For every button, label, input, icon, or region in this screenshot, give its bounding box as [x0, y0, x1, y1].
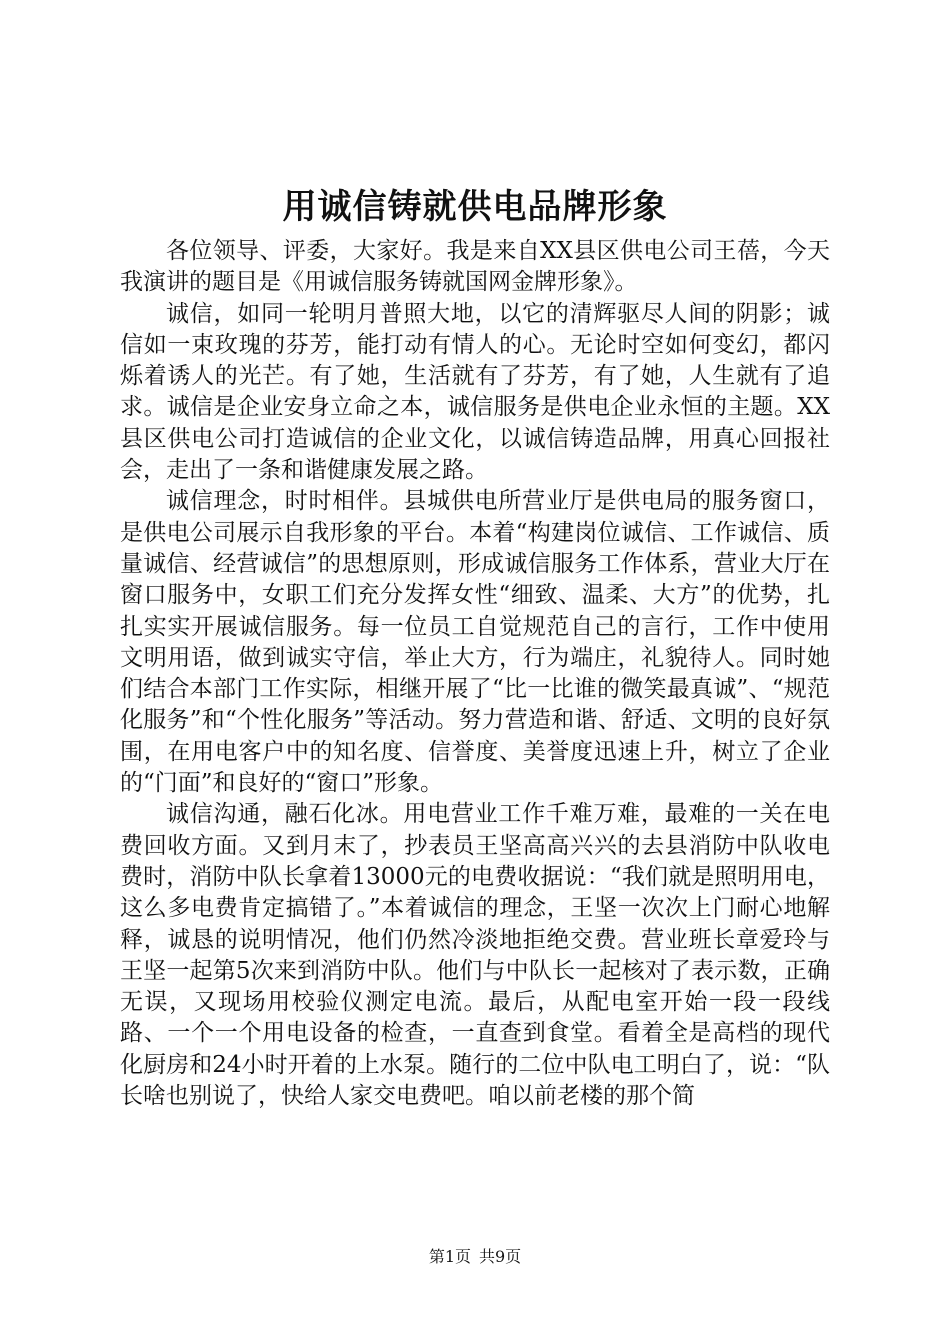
page-footer [0, 1246, 950, 1268]
document-title: 用诚信铸就供电品牌形象 [282, 187, 668, 227]
page-total: 共9页 [479, 1247, 522, 1266]
paragraph-integrity-communication: 诚信沟通，融石化冰。用电营业工作千难万难，最难的一关在电费回收方面。又到月末了，抄表员王坚高高兴兴的去县消防中队收电费时，消防中队长拿着13000元的电费收据说：“我们就是照明用电，这么多电费肯定搞错了。”本着诚信的理念，王坚一次次上门耐心地解释，诚恳的说明情况，他们仍然冷淡地拒绝交费。营业班长章爱玲与王坚一起第5次来到消防中队。他们与中队长一起核对了表示数，正确无误，又现场用校验仪测定电流。最后，从配电室开始一段一段线路、一个一个用电设备的检查，一直查到食堂。看着全是高档的现代化厨房和24小时开着的上水泵。随行的二位中队电工明白了，说：“队长啥也别说了，快给人家交电费吧。咱以前老楼的那个简 [120, 801, 830, 1110]
document-body [120, 236, 830, 1112]
paragraph-intro: 各位领导、评委，大家好。我是来自XX县区供电公司王蓓，今天我演讲的题目是《用诚信服务铸就国网金牌形象》。 [120, 238, 830, 296]
paragraph-integrity-concept: 诚信理念，时时相伴。县城供电所营业厅是供电局的服务窗口，是供电公司展示自我形象的平台。本着“构建岗位诚信、工作诚信、质量诚信、经营诚信”的思想原则，形成诚信服务工作体系，营业大厅在窗口服务中，女职工们充分发挥女性“细致、温柔、大方”的优势，扎扎实实开展诚信服务。每一位员工自觉规范自己的言行，工作中使用文明用语，做到诚实守信，举止大方，行为端庄，礼貌待人。同时她们结合本部门工作实际，相继开展了“比一比谁的微笑最真诚”、“规范化服务”和“个性化服务”等活动。努力营造和谐、舒适、文明的良好氛围，在用电客户中的知名度、信誉度、美誉度迅速上升，树立了企业的“门面”和良好的“窗口”形象。 [120, 488, 830, 797]
page-number: 第1页 [428, 1247, 471, 1266]
paragraph-integrity: 诚信，如同一轮明月普照大地，以它的清辉驱尽人间的阴影；诚信如一束玫瑰的芬芳，能打动有情人的心。无论时空如何变幻，都闪烁着诱人的光芒。有了她，生活就有了芬芳，有了她，人生就有了追求。诚信是企业安身立命之本，诚信服务是供电企业永恒的主题。XX县区供电公司打造诚信的企业文化，以诚信铸造品牌，用真心回报社会，走出了一条和谐健康发展之路。 [120, 300, 830, 484]
